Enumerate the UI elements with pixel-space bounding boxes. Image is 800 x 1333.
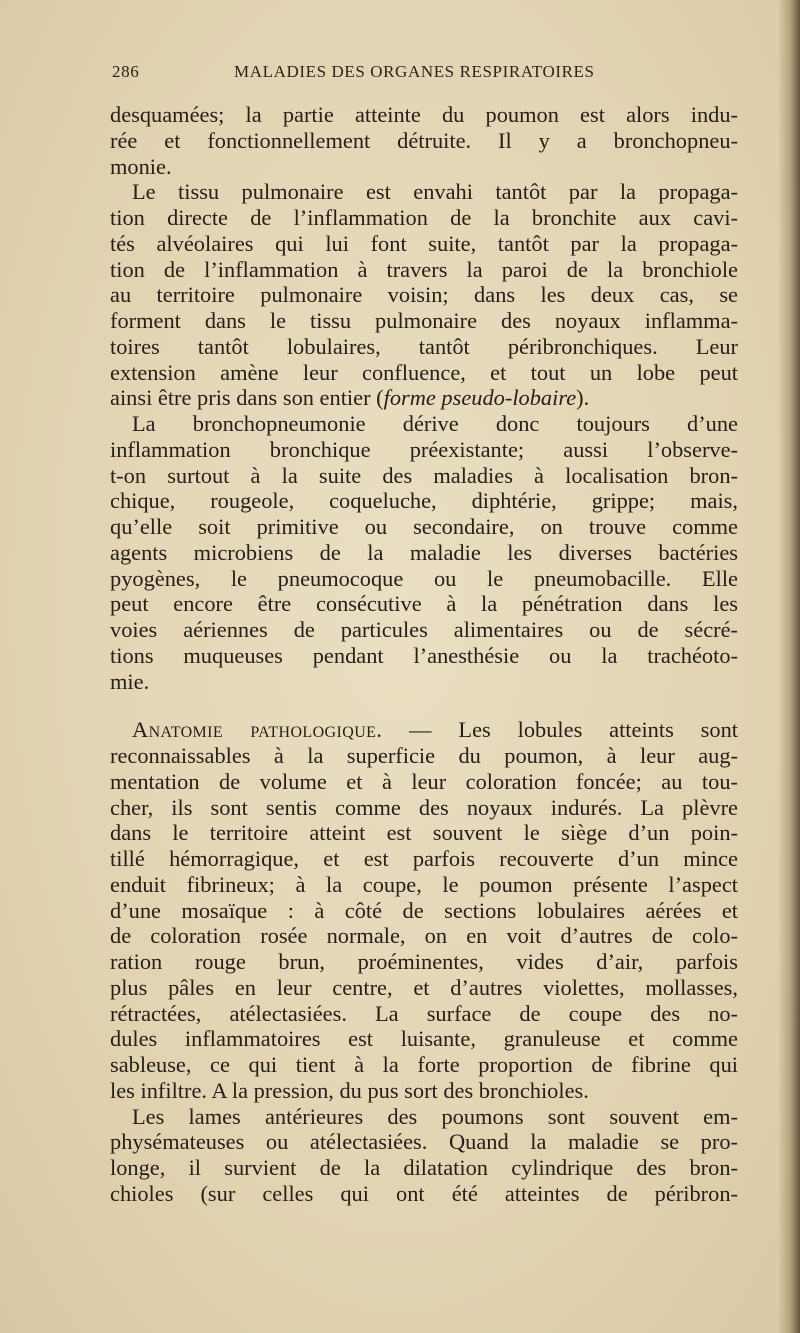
text-line: les infiltre. A la pression, du pus sort des bronchioles. (110, 1077, 589, 1103)
text-line: tillé hémorragique, et est parfois recouverte d’un mince (110, 846, 738, 871)
running-title: MALADIES DES ORGANES RESPIRATOIRES (234, 62, 595, 81)
text-line: d’une mosaïque : à côté de sections lobulaires aérées et (110, 897, 738, 923)
text-line: dans le territoire atteint est souvent le siège d’un poin- (110, 820, 738, 846)
running-header (112, 62, 738, 86)
text-line: inflammation bronchique préexistante; aussi l’observe- (110, 436, 738, 462)
text-line: tions muqueuses pendant l’anesthésie ou la trachéoto- (110, 642, 738, 668)
text-fragment: ). (576, 385, 590, 411)
italic-term: forme pseudo-lobaire (383, 385, 577, 411)
text-line: forment dans le tissu pulmonaire des noyaux inflamma- (110, 308, 738, 333)
text-line: voies aériennes de particules alimentaires ou de sécré- (110, 617, 738, 642)
section-anatomie (110, 717, 738, 1103)
text-line: physémateuses ou atélectasiées. Quand la maladie se pro- (110, 1129, 738, 1155)
text-line: tion directe de l’inflammation de la bronchite aux cavi- (110, 205, 738, 230)
text-line: tés alvéolaires qui lui font suite, tantôt par la propaga- (110, 230, 738, 256)
text-line: extension amène leur confluence, et tout un lobe peut (110, 359, 738, 385)
text-line: longe, il survient de la dilatation cylindrique des bron- (110, 1155, 738, 1180)
section-heading: Anatomie pathologique. (132, 717, 383, 743)
text-line: pyogènes, le pneumocoque ou le pneumobacille. Elle (110, 565, 738, 591)
text-line (110, 717, 738, 743)
text-line: mentation de volume et à leur coloration foncée; au tou- (110, 768, 738, 794)
text-line: toires tantôt lobulaires, tantôt péribronchiques. Leur (110, 333, 738, 359)
text-line: chioles (sur celles qui ont été atteintes de péribron- (110, 1180, 738, 1206)
text-line: Le tissu pulmonaire est envahi tantôt par la propaga- (132, 179, 738, 205)
text-line: enduit fibrineux; à la coupe, le poumon présente l’aspect (110, 871, 738, 897)
text-line: chique, rougeole, coqueluche, diphtérie, grippe; mais, (110, 488, 738, 514)
text-line: dules inflammatoires est luisante, granuleuse et comme (110, 1026, 738, 1052)
text-line: mie. (110, 668, 150, 694)
text-line: sableuse, ce qui tient à la forte proportion de fibrine qui (110, 1052, 738, 1077)
text-line: cher, ils sont sentis comme des noyaux indurés. La plèvre (110, 794, 738, 820)
text-line: au territoire pulmonaire voisin; dans les deux cas, se (110, 282, 738, 308)
text-line: monie. (110, 153, 172, 179)
text-line: de coloration rosée normale, on en voit d’autres de colo- (110, 923, 738, 949)
text-line: t-on surtout à la suite des maladies à localisation bron- (110, 462, 738, 488)
text-line: qu’elle soit primitive ou secondaire, on trouve comme (110, 514, 738, 539)
text-line (110, 385, 738, 411)
text-line: reconnaissables à la superficie du poumon, à leur aug- (110, 743, 738, 768)
body-text (110, 102, 738, 1207)
text-line: peut encore être consécutive à la pénétration dans les (110, 591, 738, 617)
paragraph (110, 179, 738, 411)
text-line: Les lames antérieures des poumons sont souvent em- (132, 1103, 738, 1129)
text-line: ration rouge brun, proéminentes, vides d’air, parfois (110, 949, 738, 974)
text-line: rée et fonctionnellement détruite. Il y a bronchopneu- (110, 127, 738, 153)
text-fragment: — Les lobules atteints sont (382, 717, 738, 743)
paragraph (110, 411, 738, 694)
text-line: agents microbiens de la maladie les diverses bactéries (110, 539, 738, 565)
text-line: tion de l’inflammation à travers la paroi de la bronchiole (110, 256, 738, 282)
text-line: La bronchopneumonie dérive donc toujours d’une (132, 411, 738, 436)
paragraph (110, 1104, 738, 1207)
page-edge-shadow (778, 0, 800, 1333)
text-line: plus pâles en leur centre, et d’autres violettes, mollasses, (110, 974, 738, 1000)
text-line: desquamées; la partie atteinte du poumon est alors indu- (110, 102, 738, 127)
paragraph (110, 102, 738, 179)
section-gap (110, 694, 738, 717)
text-line: rétractées, atélectasiées. La surface de coupe des no- (110, 1000, 738, 1026)
text-fragment: ainsi être pris dans son entier ( (110, 385, 384, 411)
page-number: 286 (112, 62, 140, 81)
